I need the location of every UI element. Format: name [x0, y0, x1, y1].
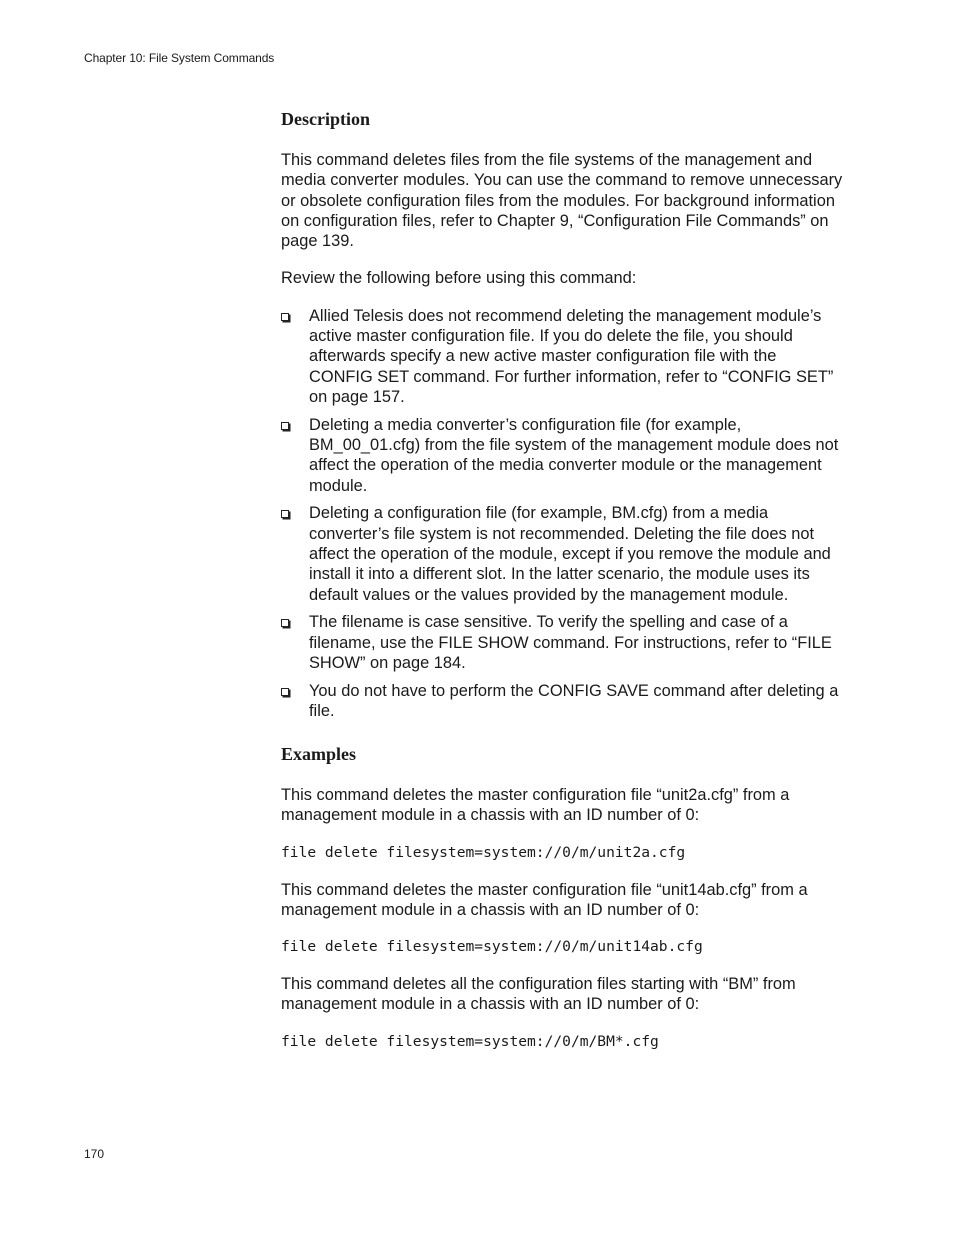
bullet-text: You do not have to perform the CONFIG SAVE command after deleting a file.	[309, 681, 839, 721]
bullet-item	[281, 503, 843, 604]
bullet-item	[281, 681, 843, 722]
bullet-text: Deleting a media converter’s configuration file (for example, BM_00_01.cfg) from the file system of the management module does not affect the operation of the media converter module or the management module.	[309, 415, 839, 495]
bullet-text: The filename is case sensitive. To verify the spelling and case of a filename, use the FILE SHOW command. For instructions, refer to “FILE SHOW” on page 184.	[309, 613, 832, 673]
example-command: file delete filesystem=system://0/m/BM*.cfg	[281, 1032, 659, 1050]
examples-heading: Examples	[281, 743, 357, 764]
bullet-item	[281, 306, 843, 407]
running-header: Chapter 10: File System Commands	[84, 51, 275, 65]
checkbox-bullet-icon	[281, 313, 289, 321]
checkbox-bullet-icon	[281, 619, 289, 627]
checkbox-bullet-icon	[281, 422, 289, 430]
description-heading: Description	[281, 109, 370, 129]
checkbox-bullet-icon	[281, 510, 289, 518]
checkbox-bullet-icon	[281, 688, 289, 696]
review-bullet-list	[281, 306, 843, 722]
example-text: This command deletes the master configuration file “unit14ab.cfg” from a management module in a chassis with an ID number of 0:	[281, 880, 808, 919]
bullet-item	[281, 612, 843, 673]
example-command: file delete filesystem=system://0/m/unit2a.cfg	[281, 843, 686, 861]
example-command: file delete filesystem=system://0/m/unit14ab.cfg	[281, 938, 703, 956]
example-text: This command deletes all the configuration files starting with “BM” from management module in a chassis with an ID number of 0:	[281, 975, 796, 1014]
example-text: This command deletes the master configuration file “unit2a.cfg” from a management module in a chassis with an ID number of 0:	[281, 785, 790, 825]
review-text: Review the following before using this command:	[281, 269, 637, 288]
page-content	[281, 106, 843, 1052]
description-intro: This command deletes files from the file systems of the management and media converter modules. You can use the command to remove unnecessary or obsolete configuration files from the modules. For background information on configuration files, refer to Chapter 9, “Configuration File Commands” on page 139.	[281, 151, 843, 251]
page-number: 170	[84, 1147, 105, 1161]
bullet-text: Deleting a configuration file (for example, BM.cfg) from a media converter’s file system is not recommended. Deleting the file does not affect the operation of the module, except if you remove the module and install it into a different slot. In the latter scenario, the module uses its default values or the values provided by the management module.	[309, 504, 831, 604]
bullet-item	[281, 415, 843, 496]
bullet-text: Allied Telesis does not recommend deleting the management module’s active master configuration file. If you do delete the file, you should afterwards specify a new active master configuration file with the CONFIG SET command. For further information, refer to “CONFIG SET” on page 157.	[309, 306, 834, 406]
